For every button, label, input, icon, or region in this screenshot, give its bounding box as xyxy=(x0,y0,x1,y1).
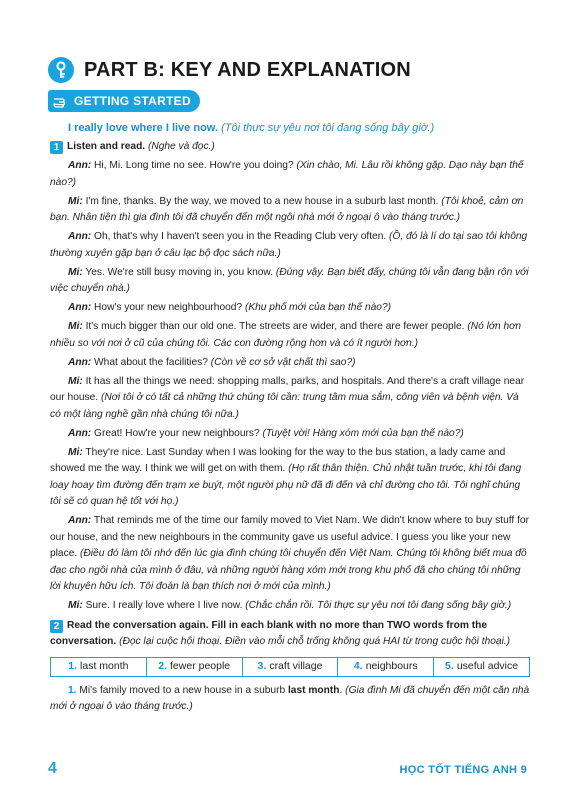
line-en: What about the facilities? xyxy=(94,356,208,368)
topic-en: I really love where I live now. xyxy=(68,122,218,134)
dialogue-line xyxy=(50,265,530,298)
dialogue-line xyxy=(50,374,530,424)
answer-post: . xyxy=(339,684,343,696)
line-en: How's your new neighbourhood? xyxy=(94,302,243,313)
speaker-name: Mi: xyxy=(68,446,83,458)
task-2-en: Read the conversation again. Fill in each blank with no more than TWO words from the conversation. xyxy=(50,619,488,647)
word-number: 2. xyxy=(158,660,168,673)
word-box-cell xyxy=(147,658,243,676)
word-number: 1. xyxy=(68,660,78,673)
page-title: PART B: KEY AND EXPLANATION xyxy=(84,58,411,81)
task-number-badge: 2 xyxy=(50,620,63,633)
line-vi: (Họ rất thân thiện. Chủ nhật tuần trước, khi tôi đang loay hoay tìm đường đến trạm xe buýt, một người phụ nữ đã đi đến và chỉ đường cho tôi. Tôi nghĩ chúng tôi sẽ có quan hệ tốt với họ.) xyxy=(50,463,522,507)
line-en: That reminds me of the time our family moved to Viet Nam. We didn't know where to buy stuff for our house, and the new neighbours in the community gave us useful advice. I guess you like your new place. xyxy=(50,515,529,559)
pointing-hand-icon xyxy=(48,90,74,112)
dialogue-line xyxy=(50,229,530,262)
page-header xyxy=(48,55,411,85)
line-en: Oh, that's why I haven't seen you in the Reading Club very often. xyxy=(94,231,387,242)
line-vi: (Nơi tôi ở có tất cả những thứ chúng tôi cần: trung tâm mua sắm, công viên và bệnh viện. Và có một làng nghề gần nhà chúng tôi nữa.) xyxy=(50,392,519,420)
line-vi: (Chắc chắn rồi. Tôi thực sự yêu nơi tôi đang sống bây giờ.) xyxy=(245,600,512,611)
line-vi: (Còn về cơ sở vật chất thì sao?) xyxy=(210,356,356,368)
word-text: fewer people xyxy=(170,660,231,673)
speaker-name: Ann: xyxy=(68,302,92,313)
topic-line xyxy=(50,120,530,137)
line-en: It has all the things we need: shopping malls, parks, and hospitals. And there's a craft village near our house. xyxy=(50,375,525,403)
speaker-name: Mi: xyxy=(68,375,83,387)
dialogue-line xyxy=(50,194,530,227)
word-number: 3. xyxy=(257,660,267,673)
word-box-cell xyxy=(434,658,529,676)
section-label: GETTING STARTED xyxy=(74,94,191,108)
line-en: Hi, Mi. Long time no see. How're you doing? xyxy=(94,160,294,171)
task-1-heading xyxy=(50,139,530,156)
word-number: 5. xyxy=(445,660,454,673)
task-1-vi: (Nghe và đọc.) xyxy=(147,141,215,152)
key-icon xyxy=(48,57,74,83)
line-vi: (Tuyệt vời! Hàng xóm mới của bạn thế nào?) xyxy=(262,427,464,439)
word-text: neighbours xyxy=(365,660,418,673)
line-vi: (Xin chào, Mi. Lâu rồi không gặp. Dạo này bạn thế nào?) xyxy=(50,160,524,188)
line-vi: (Ồ, đó là lí do tại sao tôi không thường xuyên gặp bạn ở câu lạc bộ đọc sách nữa.) xyxy=(50,231,528,259)
speaker-name: Ann: xyxy=(68,427,92,439)
dialogue xyxy=(50,158,530,615)
line-vi: (Đúng vậy. Bạn biết đấy, chúng tôi vẫn đang bận rộn với việc chuyển nhà.) xyxy=(50,266,529,294)
speaker-name: Mi: xyxy=(68,266,83,278)
dialogue-line xyxy=(50,426,530,443)
task-2-vi: (Đọc lại cuộc hội thoại. Điền vào mỗi chỗ trống không quá HAI từ trong cuộc hội thoại.) xyxy=(119,636,511,647)
line-en: Sure. I really love where I live now. xyxy=(85,600,243,611)
word-text: useful advice xyxy=(456,660,519,673)
dialogue-line xyxy=(50,598,530,615)
answer-number: 1. xyxy=(68,684,77,696)
word-box-cell xyxy=(51,658,147,676)
answer-vi: (Gia đình Mi đã chuyển đến một căn nhà mới ở ngoại ô vào tháng trước.) xyxy=(50,684,530,712)
line-vi: (Nó lớn hơn nhiều so với nơi ở cũ của chúng tôi. Các con đường rộng hơn và có ít người hơn.) xyxy=(50,321,521,349)
line-vi: (Tôi khoẻ, cảm ơn bạn. Nhân tiện thì gia đình tôi đã chuyển đến một ngôi nhà mới ở ngoại ô vào tháng trước.) xyxy=(50,195,524,223)
dialogue-line xyxy=(50,355,530,372)
task-number-badge: 1 xyxy=(50,141,63,154)
task-2-heading xyxy=(50,618,530,651)
speaker-name: Ann: xyxy=(68,356,92,368)
dialogue-line xyxy=(50,158,530,191)
line-en: It's much bigger than our old one. The streets are wider, and there are fewer people. xyxy=(85,321,465,332)
document-body xyxy=(50,120,530,718)
speaker-name: Ann: xyxy=(68,160,92,171)
line-en: Great! How're your new neighbours? xyxy=(94,427,260,439)
dialogue-line xyxy=(50,513,530,596)
topic-vi: (Tôi thực sự yêu nơi tôi đang sống bây giờ.) xyxy=(221,122,435,134)
dialogue-line xyxy=(50,319,530,352)
task-1-en: Listen and read. xyxy=(67,141,146,152)
answer-pre: Mi's family moved to a new house in a suburb xyxy=(76,684,288,696)
word-text: craft village xyxy=(269,660,323,673)
page-number: 4 xyxy=(48,760,57,777)
line-en: I'm fine, thanks. By the way, we moved to a new house in a suburb last month. xyxy=(85,195,439,207)
speaker-name: Mi: xyxy=(68,600,83,611)
book-title: HỌC TỐT TIẾNG ANH 9 xyxy=(399,764,527,776)
speaker-name: Ann: xyxy=(68,515,92,526)
answer-1 xyxy=(50,683,530,716)
answer-word-box xyxy=(50,657,530,677)
speaker-name: Mi: xyxy=(68,195,83,207)
speaker-name: Mi: xyxy=(68,321,83,332)
word-box-cell xyxy=(338,658,434,676)
line-en: They're nice. Last Sunday when I was looking for the way to the bus station, a lady came and showed me the way. I think we will get on with them. xyxy=(50,446,506,474)
dialogue-line xyxy=(50,445,530,511)
word-number: 4. xyxy=(353,660,363,673)
line-vi: (Khu phố mới của bạn thế nào?) xyxy=(244,302,392,313)
answer-keyword: last month xyxy=(287,684,340,696)
word-text: last month xyxy=(80,660,129,673)
line-en: Yes. We're still busy moving in, you know. xyxy=(85,266,274,278)
speaker-name: Ann: xyxy=(68,231,92,242)
word-box-cell xyxy=(243,658,339,676)
dialogue-line xyxy=(50,300,530,317)
section-badge xyxy=(48,90,200,112)
line-vi: (Điều đó làm tôi nhớ đến lúc gia đình chúng tôi chuyển đến Việt Nam. Chúng tôi không biết mua đồ đạc cho ngôi nhà của mình ở đâu, và những người hàng xóm mới trong khu phố đã cho chúng tôi những lời khuyên hữu ích. Tôi đoán là bạn thích nơi ở mới của mình.) xyxy=(50,548,527,592)
